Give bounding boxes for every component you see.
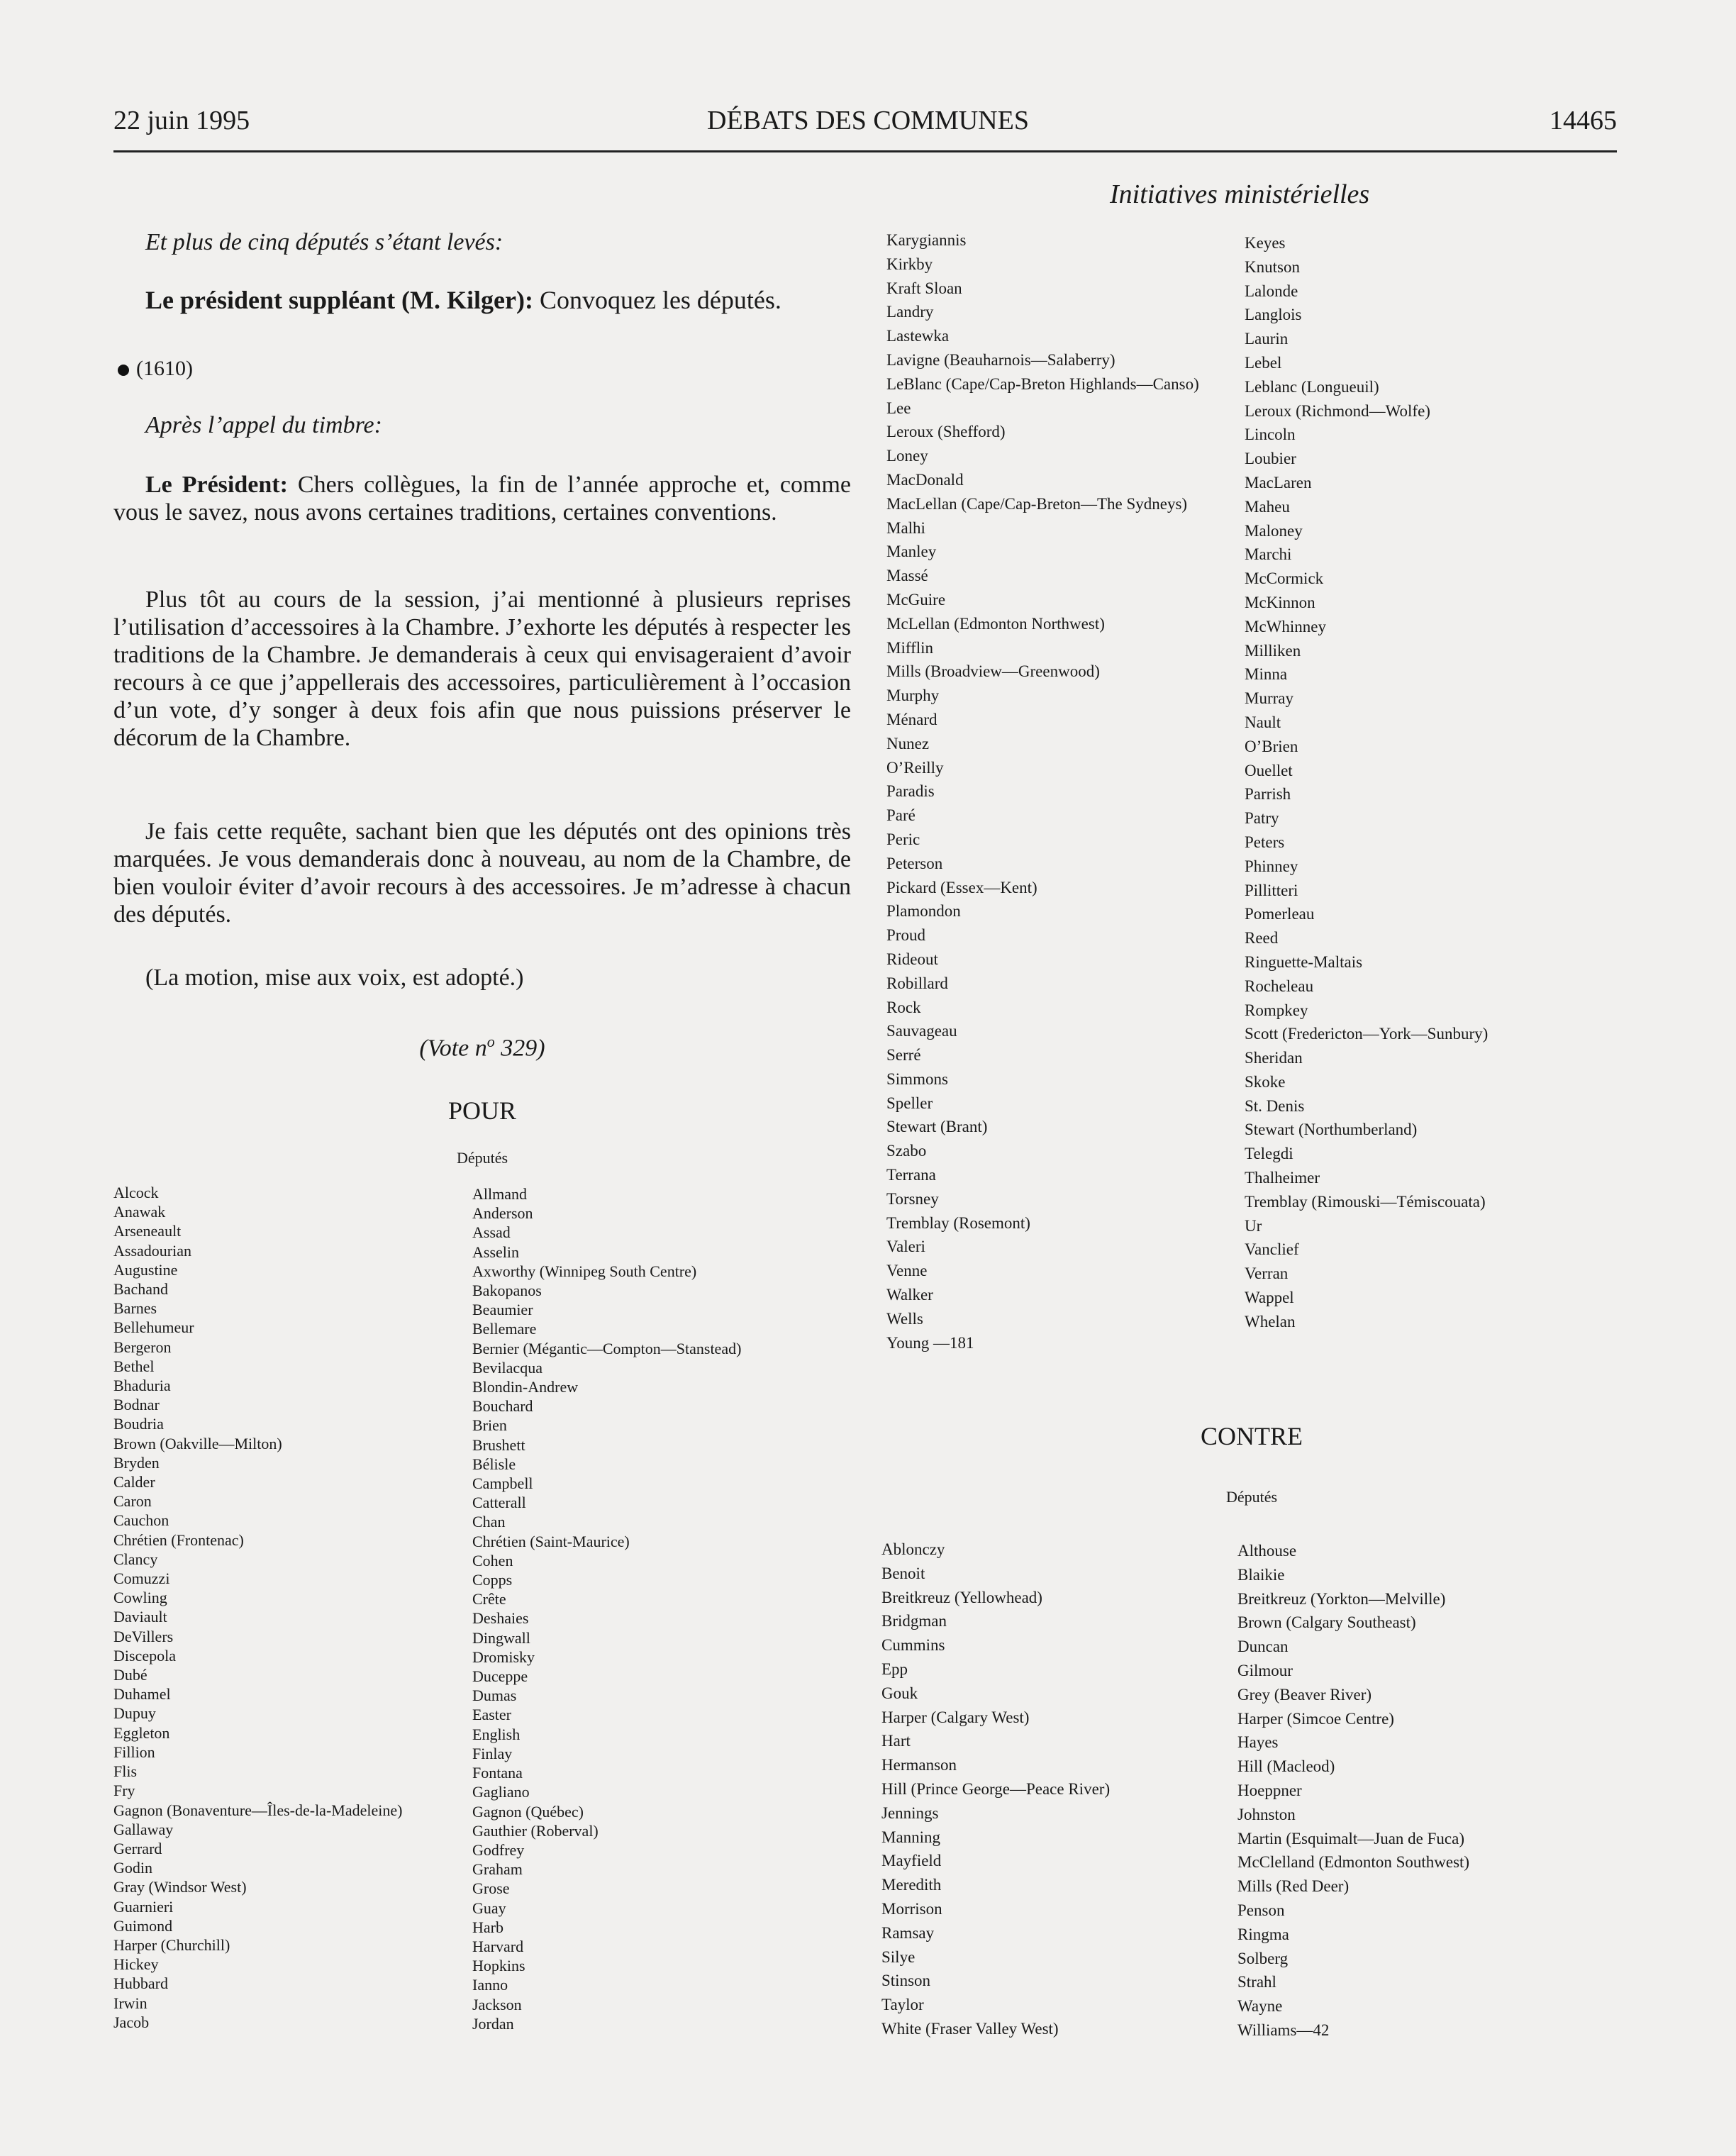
member-name: Loney [886, 447, 928, 465]
member-name: White (Fraser Valley West) [881, 2019, 1059, 2038]
member-name: Sauvageau [886, 1022, 957, 1040]
member-name: Lee [886, 399, 911, 417]
member-name: Catterall [472, 1494, 526, 1512]
member-name: Gagnon (Bonaventure—Îles-de-la-Madeleine) [113, 1801, 403, 1819]
member-name: Bellemare [472, 1320, 537, 1338]
member-name: Flis [113, 1762, 138, 1781]
member-name: Bhaduria [113, 1377, 171, 1395]
speech-paragraph [145, 287, 851, 314]
member-name: Harper (Churchill) [113, 1935, 230, 1954]
member-name: Assad [472, 1223, 511, 1242]
member-name: Bakopanos [472, 1282, 542, 1300]
member-name: Gagliano [472, 1783, 530, 1801]
member-name: Williams—42 [1237, 2021, 1330, 2039]
member-name: Telegdi [1245, 1145, 1293, 1163]
member-name: Breitkreuz (Yorkton—Melville) [1237, 1589, 1446, 1608]
member-name: Irwin [113, 1994, 148, 2012]
member-name: Arseneault [113, 1222, 182, 1240]
member-name: Cowling [113, 1589, 167, 1607]
member-name: Comuzzi [113, 1569, 170, 1588]
member-name: Dupuy [113, 1704, 156, 1723]
member-name: Guarnieri [113, 1897, 174, 1916]
member-name: Augustine [113, 1260, 178, 1279]
member-name: Allmand [472, 1185, 527, 1203]
member-name: McClelland (Edmonton Southwest) [1237, 1853, 1470, 1872]
member-name: Graham [472, 1860, 523, 1879]
member-name: Fry [113, 1782, 135, 1800]
member-name: Keyes [1245, 234, 1286, 252]
member-name: Gagnon (Québec) [472, 1802, 584, 1821]
member-name: Valeri [886, 1238, 925, 1256]
member-name: Brown (Calgary Southeast) [1237, 1613, 1416, 1632]
member-name: Deshaies [472, 1609, 529, 1628]
member-name: Alcock [113, 1184, 159, 1201]
member-name: LeBlanc (Cape/Cap-Breton Highlands—Canso) [886, 374, 1199, 393]
member-name: Finlay [472, 1744, 513, 1762]
member-name: Bernier (Mégantic—Compton—Stanstead) [472, 1339, 742, 1357]
member-name: Gallaway [113, 1820, 174, 1838]
member-name: Minna [1245, 665, 1288, 684]
member-name: Ianno [472, 1976, 508, 1994]
member-name: Wayne [1237, 1997, 1283, 2016]
member-name: Lincoln [1245, 426, 1296, 444]
member-name: Bergeron [113, 1338, 172, 1356]
member-name: Gilmour [1237, 1661, 1293, 1679]
member-name: Jennings [881, 1804, 939, 1822]
member-name: Rompkey [1245, 1001, 1308, 1019]
member-name: Wells [886, 1309, 923, 1328]
member-name: Harper (Simcoe Centre) [1237, 1709, 1394, 1728]
member-name: Barnes [113, 1299, 157, 1318]
member-name: Boudria [113, 1415, 164, 1433]
member-name: Pickard (Essex—Kent) [886, 878, 1037, 896]
member-name: Grey (Beaver River) [1237, 1685, 1372, 1704]
stage-direction: Après l’appel du timbre: [145, 412, 382, 438]
member-name: Cummins [881, 1636, 945, 1655]
pour-list-col3 [886, 228, 1199, 1355]
member-name: Skoke [1245, 1072, 1286, 1091]
member-name: Chrétien (Frontenac) [113, 1530, 244, 1549]
member-name: Guay [472, 1899, 506, 1917]
member-name: Stewart (Northumberland) [1245, 1121, 1418, 1139]
member-name: Speller [886, 1094, 933, 1112]
member-name: Thalheimer [1245, 1169, 1320, 1187]
publication-title: DÉBATS DES COMMUNES [707, 106, 1029, 135]
member-name: Mills (Broadview—Greenwood) [886, 662, 1100, 681]
member-name: Torsney [886, 1189, 939, 1208]
pour-list-col4 [1245, 231, 1488, 1334]
member-name: Chrétien (Saint-Maurice) [472, 1532, 630, 1550]
member-name: Solberg [1237, 1949, 1289, 1967]
member-name: Hayes [1237, 1733, 1279, 1752]
member-name: Lavigne (Beauharnois—Salaberry) [886, 350, 1115, 369]
member-name: Leroux (Richmond—Wolfe) [1245, 401, 1430, 420]
member-name: Paradis [886, 782, 935, 801]
member-name: Mayfield [881, 1852, 942, 1870]
member-name: Axworthy (Winnipeg South Centre) [472, 1262, 697, 1280]
member-name: Silye [881, 1947, 916, 1966]
member-name: Ringma [1237, 1925, 1289, 1943]
member-name: Ramsay [881, 1923, 935, 1942]
vote-prefix: (Vote n [419, 1035, 487, 1062]
section-title: Initiatives ministérielles [1110, 179, 1370, 209]
member-name: Rideout [886, 950, 938, 968]
member-name: Tremblay (Rosemont) [886, 1213, 1030, 1232]
stage-direction: Et plus de cinq députés s’étant levés: [145, 229, 503, 255]
speech-paragraph: Plus tôt au cours de la session, j’ai mentionné à plusieurs reprises l’utilisation d’accessoires à la Chambre. J’exhorte les députés à respecter les traditions de la Chambre. Je demanderais à ceux qui envisageraient d’avoir recours à ce que j’appellerais des accessoires, particulièrement à l’occasion d’un vote, d’y songer à deux fois afin que nous puissions préserver le décorum de la Chambre. [113, 587, 851, 751]
member-name: Cauchon [113, 1511, 169, 1530]
member-name: Hermanson [881, 1756, 957, 1774]
member-name: Jackson [472, 1995, 522, 2013]
member-name: Dingwall [472, 1628, 530, 1647]
member-name: Fillion [113, 1743, 155, 1761]
member-name: Venne [886, 1262, 928, 1280]
member-name: Lebel [1245, 353, 1282, 372]
member-name: Phinney [1245, 857, 1298, 875]
member-name: Manning [881, 1828, 941, 1846]
member-name: Copps [472, 1571, 513, 1589]
member-name: Harper (Calgary West) [881, 1708, 1030, 1726]
speaker-name: Le Président: [145, 472, 288, 498]
member-name: Cohen [472, 1551, 513, 1569]
member-name: Mills (Red Deer) [1237, 1877, 1350, 1896]
member-name: Bryden [113, 1453, 160, 1472]
timestamp: (1610) [136, 357, 193, 380]
member-name: McGuire [886, 590, 946, 609]
member-name: McLellan (Edmonton Northwest) [886, 614, 1105, 633]
member-name: Pillitteri [1245, 881, 1298, 899]
member-name: Marchi [1245, 545, 1292, 564]
pour-list-col1 [113, 1183, 402, 2032]
member-name: Proud [886, 926, 925, 945]
member-name: Brown (Oakville—Milton) [113, 1434, 282, 1452]
member-name: Scott (Fredericton—York—Sunbury) [1245, 1025, 1489, 1043]
member-name: Simmons [886, 1069, 948, 1088]
member-name: Eggleton [113, 1723, 170, 1742]
member-name: Duncan [1237, 1638, 1289, 1656]
member-name: Morrison [881, 1899, 942, 1918]
member-name: Bodnar [113, 1396, 160, 1414]
member-name: Ménard [886, 710, 937, 728]
member-name: Bachand [113, 1280, 168, 1299]
speaker-name: Le président suppléant (M. Kilger): [145, 286, 533, 314]
member-name: Peterson [886, 854, 943, 872]
member-name: Blondin-Andrew [472, 1378, 579, 1396]
member-name: Benoit [881, 1564, 925, 1582]
member-name: Jacob [113, 2013, 150, 2031]
member-name: Walker [886, 1286, 933, 1304]
member-name: Laurin [1245, 330, 1289, 348]
member-name: Karygiannis [886, 231, 967, 249]
member-name: Epp [881, 1660, 908, 1678]
member-name: Beaumier [472, 1301, 533, 1319]
contre-list-col2 [1237, 1539, 1469, 2043]
speech-text: Convoquez les députés. [539, 286, 781, 314]
member-name: Asselin [472, 1243, 519, 1261]
member-name: Kraft Sloan [886, 279, 962, 297]
member-name: MacLaren [1245, 473, 1312, 491]
member-name: English [472, 1725, 521, 1743]
member-name: Gouk [881, 1684, 918, 1702]
member-name: O’Brien [1245, 737, 1298, 755]
bullet-icon [118, 365, 129, 376]
member-name: Rocheleau [1245, 977, 1314, 995]
member-name: Guimond [113, 1916, 173, 1935]
member-name: Hickey [113, 1955, 159, 1974]
member-name: Brien [472, 1416, 507, 1435]
member-name: Penson [1237, 1901, 1285, 1919]
member-name: Strahl [1237, 1973, 1276, 1991]
member-name: Duceppe [472, 1667, 528, 1686]
member-name: Hopkins [472, 1957, 525, 1975]
member-name: Lalonde [1245, 282, 1298, 300]
member-name: DeVillers [113, 1627, 174, 1645]
member-name: Crête [472, 1590, 506, 1608]
member-name: Terrana [886, 1166, 936, 1184]
member-name: Ur [1245, 1216, 1262, 1235]
member-name: Parrish [1245, 785, 1291, 804]
member-name: Bellehumeur [113, 1318, 194, 1337]
member-name: Rock [886, 998, 921, 1016]
member-name: Ringuette-Maltais [1245, 952, 1363, 971]
speech-paragraph: Je fais cette requête, sachant bien que les députés ont des opinions très marquées. Je vous demanderais donc à nouveau, au nom de la Chambre, de bien vouloir éviter d’avoir recours à des accessoires. Je m’adresse à chacun des députés. [113, 818, 851, 928]
member-name: Hoeppner [1237, 1781, 1302, 1799]
member-name: Kirkby [886, 255, 933, 273]
member-name: Murray [1245, 689, 1293, 708]
member-name: Bouchard [472, 1397, 533, 1416]
member-name: Vanclief [1245, 1240, 1299, 1259]
member-name: Campbell [472, 1474, 533, 1493]
member-name: Maheu [1245, 497, 1290, 516]
member-name: O’Reilly [886, 758, 944, 777]
vote-suffix: 329) [494, 1035, 545, 1062]
member-name: Stewart (Brant) [886, 1118, 988, 1136]
member-name: Patry [1245, 809, 1279, 828]
member-name: Duhamel [113, 1685, 171, 1704]
member-name: Hubbard [113, 1974, 168, 1993]
member-name: Althouse [1237, 1542, 1297, 1560]
member-name: Murphy [886, 687, 940, 705]
contre-heading: CONTRE [1201, 1422, 1303, 1450]
contre-subheading: Députés [1225, 1488, 1278, 1506]
member-name: Brushett [472, 1435, 525, 1454]
page-number: 14465 [1549, 106, 1617, 135]
member-name: Peric [886, 830, 920, 848]
member-name: McWhinney [1245, 617, 1326, 635]
member-name: Mifflin [886, 638, 934, 657]
member-name: Taylor [881, 1996, 924, 2014]
member-name: Bélisle [472, 1455, 516, 1473]
member-name: Easter [472, 1706, 511, 1724]
member-name: Discepola [113, 1646, 176, 1665]
contre-list-col1 [881, 1538, 1110, 2041]
member-name: MacLellan (Cape/Cap-Breton—The Sydneys) [886, 494, 1188, 513]
member-name: Ouellet [1245, 761, 1293, 779]
member-name: Wappel [1245, 1289, 1294, 1307]
member-name: Hill (Prince George—Peace River) [881, 1779, 1111, 1798]
member-name: Peters [1245, 833, 1285, 851]
member-name: Gerrard [113, 1839, 162, 1857]
member-name: Leroux (Shefford) [886, 423, 1006, 441]
pour-list-col2 [472, 1184, 741, 2033]
member-name: Johnston [1237, 1805, 1296, 1823]
member-name: Harb [472, 1918, 503, 1936]
member-name: Martin (Esquimalt—Juan de Fuca) [1237, 1829, 1465, 1847]
member-name: Fontana [472, 1764, 523, 1782]
member-name: Malhi [886, 518, 925, 537]
member-name: Sheridan [1245, 1049, 1303, 1067]
member-name: Ablonczy [881, 1540, 945, 1558]
member-name: MacDonald [886, 470, 964, 489]
member-name: Bridgman [881, 1612, 947, 1630]
member-name: McCormick [1245, 569, 1324, 588]
member-name: Robillard [886, 974, 948, 992]
member-name: Landry [886, 303, 934, 321]
member-name: Plamondon [886, 902, 961, 921]
member-name: St. Denis [1245, 1096, 1305, 1115]
member-name: Clancy [113, 1550, 158, 1568]
member-name: Hill (Macleod) [1237, 1757, 1335, 1776]
member-name: Gray (Windsor West) [113, 1878, 247, 1896]
member-name: Godfrey [472, 1840, 525, 1859]
member-name: Daviault [113, 1608, 167, 1626]
vote-number [113, 1028, 851, 1062]
member-name: Gauthier (Roberval) [472, 1821, 599, 1840]
member-name: Young —181 [886, 1333, 974, 1352]
member-name: Verran [1245, 1265, 1289, 1283]
member-name: Tremblay (Rimouski—Témiscouata) [1245, 1192, 1486, 1211]
vote-superscript: o [486, 1033, 495, 1050]
member-name: Grose [472, 1879, 510, 1898]
member-name: Szabo [886, 1142, 927, 1160]
member-name: Paré [886, 806, 916, 825]
motion-result: (La motion, mise aux voix, est adopté.) [145, 965, 524, 991]
member-name: Godin [113, 1859, 152, 1877]
member-name: Dromisky [472, 1647, 535, 1666]
member-name: Jordan [472, 2014, 514, 2033]
pour-subheading: Députés [456, 1149, 508, 1167]
member-name: Nault [1245, 713, 1281, 731]
member-name: Hart [881, 1732, 911, 1750]
member-name: Massé [886, 567, 928, 585]
member-name: Anawak [113, 1203, 166, 1221]
speech-paragraph [113, 471, 851, 526]
member-name: Blaikie [1237, 1565, 1285, 1584]
member-name: McKinnon [1245, 593, 1315, 611]
member-name: Milliken [1245, 641, 1301, 660]
member-name: Caron [113, 1492, 152, 1511]
member-name: Pomerleau [1245, 905, 1315, 923]
member-name: Nunez [886, 734, 930, 752]
member-name: Langlois [1245, 306, 1302, 324]
member-name: Loubier [1245, 450, 1296, 468]
member-name: Whelan [1245, 1312, 1296, 1330]
member-name: Serré [886, 1046, 921, 1065]
member-name: Bevilacqua [472, 1358, 542, 1377]
member-name: Maloney [1245, 521, 1303, 540]
member-name: Chan [472, 1513, 506, 1531]
member-name: Stinson [881, 1972, 931, 1990]
member-name: Manley [886, 543, 937, 561]
header-rule [113, 150, 1617, 152]
member-name: Meredith [881, 1876, 942, 1894]
member-name: Breitkreuz (Yellowhead) [881, 1588, 1042, 1606]
member-name: Harvard [472, 1937, 524, 1955]
member-name: Reed [1245, 929, 1279, 948]
member-name: Assadourian [113, 1241, 191, 1260]
member-name: Anderson [472, 1204, 533, 1223]
speech-text: Chers collègues, la fin de l’année approche et, comme vous le savez, nous avons certaines traditions, certaines conventions. [113, 472, 851, 526]
pour-heading: POUR [447, 1096, 517, 1125]
member-name: Calder [113, 1473, 155, 1491]
member-name: Lastewka [886, 327, 950, 345]
member-name: Knutson [1245, 257, 1300, 276]
member-name: Dumas [472, 1687, 517, 1705]
member-name: Leblanc (Longueuil) [1245, 377, 1379, 396]
timestamp-line [118, 355, 823, 382]
member-name: Dubé [113, 1666, 148, 1684]
member-name: Bethel [113, 1357, 155, 1375]
page-date: 22 juin 1995 [113, 106, 250, 135]
